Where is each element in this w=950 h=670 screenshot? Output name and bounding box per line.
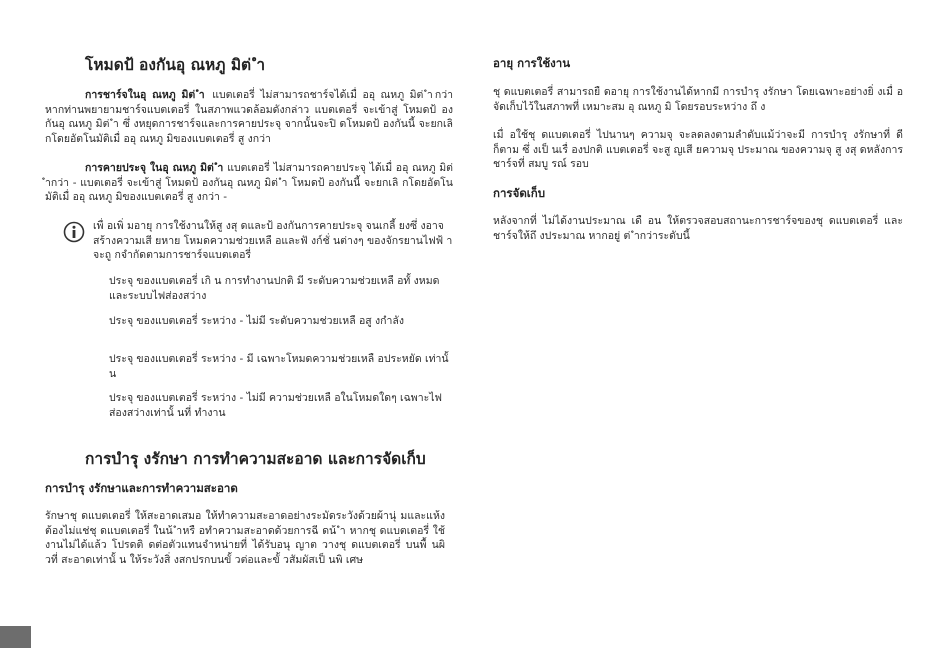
lifetime-paragraph-1: ชุ ดแบตเตอรี่ สามารถยื ดอายุ การใช้งานได้หากมี การบำรุ งรักษา โดยเฉพาะอย่างยิ่ งเมื่ อจัดเก็บไว้ในสภาพที่ เหมาะสม อุ ณหภู มิ โดยรอบระหว่าง ถึ ง xyxy=(493,86,903,113)
charging-label: การชาร์จในอุ ณหภู มิต่ ำ xyxy=(85,89,207,101)
lifetime-paragraph-2: เมื่ อใช้ชุ ดแบตเตอรี่ ไปนานๆ ความจุ จะลดลงตามลำดับแม้ว่าจะมี การบำรุ งรักษาที่ ดี ก็ตาม ซึ่ งเป็ นเรื่ องปกติ แบตเตอรี่ จะสู ญเสี ยความจุ ประมาณ ของความจุ สู งสุ ดหลังการชาร์จที่ สมบู รณ์ รอบ xyxy=(493,129,903,170)
info-icon xyxy=(63,221,85,243)
discharging-paragraph xyxy=(45,161,453,205)
cleaning-paragraph: รักษาชุ ดแบตเตอรี่ ให้สะอาดเสมอ ให้ทำความสะอาดอย่างระมัดระวังด้วยผ้านุ่ มและแห้ง ต้องไม่แช่ชุ ดแบตเตอรี่ ในน้ ำหรื อทำความสะอาดด้วยการฉี ดน้ ำ หากชุ ดแบตเตอรี่ ใช้งานไม่ได้แล้ว โปรดติ ดต่อตัวแทนจำหน่ายที่ ได้รับอนุ ญาต วางชุ ดแบตเตอรี่ บนพื้ นผิ วที่ สะอาดเท่านั้ น ให้ระวังสิ่ งสกปรกบนขั้ วต่อและขั้ วสัมผัสเป็ นพิ เศษ xyxy=(45,510,445,566)
info-note xyxy=(63,219,455,263)
charging-text: แบตเตอรี่ ไม่สามารถชาร์จได้เมื่ ออุ ณหภู มิต่ ำกว่า หากท่านพยายามชาร์จแบตเตอรี่ ในสภาพแวดล้อมดังกล่าว แบตเตอรี่ จะเข้าสู่ โหมดป้ องกันอุ ณหภู มิต่ ำ ซึ่ งหยุดการชาร์จและการคายประจุ จากนั้นจะปิ ดโหมดป้ องกันนี้ จะยกเลิ กโดยอัตโนมัติเมื่ ออุ ณหภู มิของแบตเตอรี่ สู งกว่า xyxy=(45,89,454,145)
subsection-title-lifetime: อายุ การใช้งาน xyxy=(493,56,571,70)
storage-paragraph: หลังจากที่ ไม่ได้งานประมาณ เดื อน ให้ตรวจสอบสถานะการชาร์จของชุ ดแบตเตอรี่ และชาร์จให้ถึ งประมาณ หากอยู่ ต่ ำกว่าระดับนี้ xyxy=(493,215,903,242)
charge-range-item: ประจุ ของแบตเตอรี่ ระหว่าง - ไม่มี ระดับความช่วยเหลื อสู งกำลัง xyxy=(109,315,404,327)
discharging-text: แบตเตอรี่ ไม่สามารถคายประจุ ได้เมื่ ออุ ณหภู มิต่ ำกว่า - แบตเตอรี่ จะเข้าสู่ โหมดป้ องกันอุ ณหภู มิต่ ำ โหมดป้ องกันนี้ จะยกเลิ กโดยอัตโนมัติเมื่ ออุ ณหภู มิของแบตเตอรี่ สู งกว่า - xyxy=(45,162,453,203)
section-title-maintenance: การบำรุ งรักษา การทำความสะอาด และการจัดเก็บ xyxy=(85,450,426,468)
subsection-title-storage: การจัดเก็บ xyxy=(493,186,545,200)
charge-range-item: ประจุ ของแบตเตอรี่ ระหว่าง - มี เฉพาะโหมดความช่วยเหลื อประหยัด เท่านั้ น xyxy=(109,353,449,380)
section-title-low-temp: โหมดป้ องกันอุ ณหภู มิต่ ำ xyxy=(85,56,266,74)
discharging-label: การคายประจุ ในอุ ณหภู มิต่ ำ xyxy=(85,162,224,174)
charge-range-item: ประจุ ของแบตเตอรี่ ระหว่าง - ไม่มี ความช่วยเหลื อในโหมดใดๆ เฉพาะไฟส่องสว่างเท่านั้ นที่ ทำงาน xyxy=(109,392,442,419)
note-text: เพื่ อเพิ่ มอายุ การใช้งานให้สู งสุ ดและป้ องกันการคายประจุ จนเกลี้ ยงซึ่ งอาจสร้างความเสี ยหาย โหมดความช่วยเหลื อและฟั งก์ชั่ นต่างๆ ของจักรยานไฟฟ้ าจะถู กจำกัดตามการชาร์จแบตเตอรี่ xyxy=(93,220,453,261)
charging-paragraph xyxy=(45,88,453,146)
page-edge-tab xyxy=(0,626,31,648)
subsection-title-cleaning: การบำรุ งรักษาและการทำความสะอาด xyxy=(45,481,238,495)
charge-range-item: ประจุ ของแบตเตอรี่ เกิ น การทำงานปกติ มี ระดับความช่วยเหลื อทั้ งหมดและระบบไฟส่องสว่าง xyxy=(109,275,440,302)
